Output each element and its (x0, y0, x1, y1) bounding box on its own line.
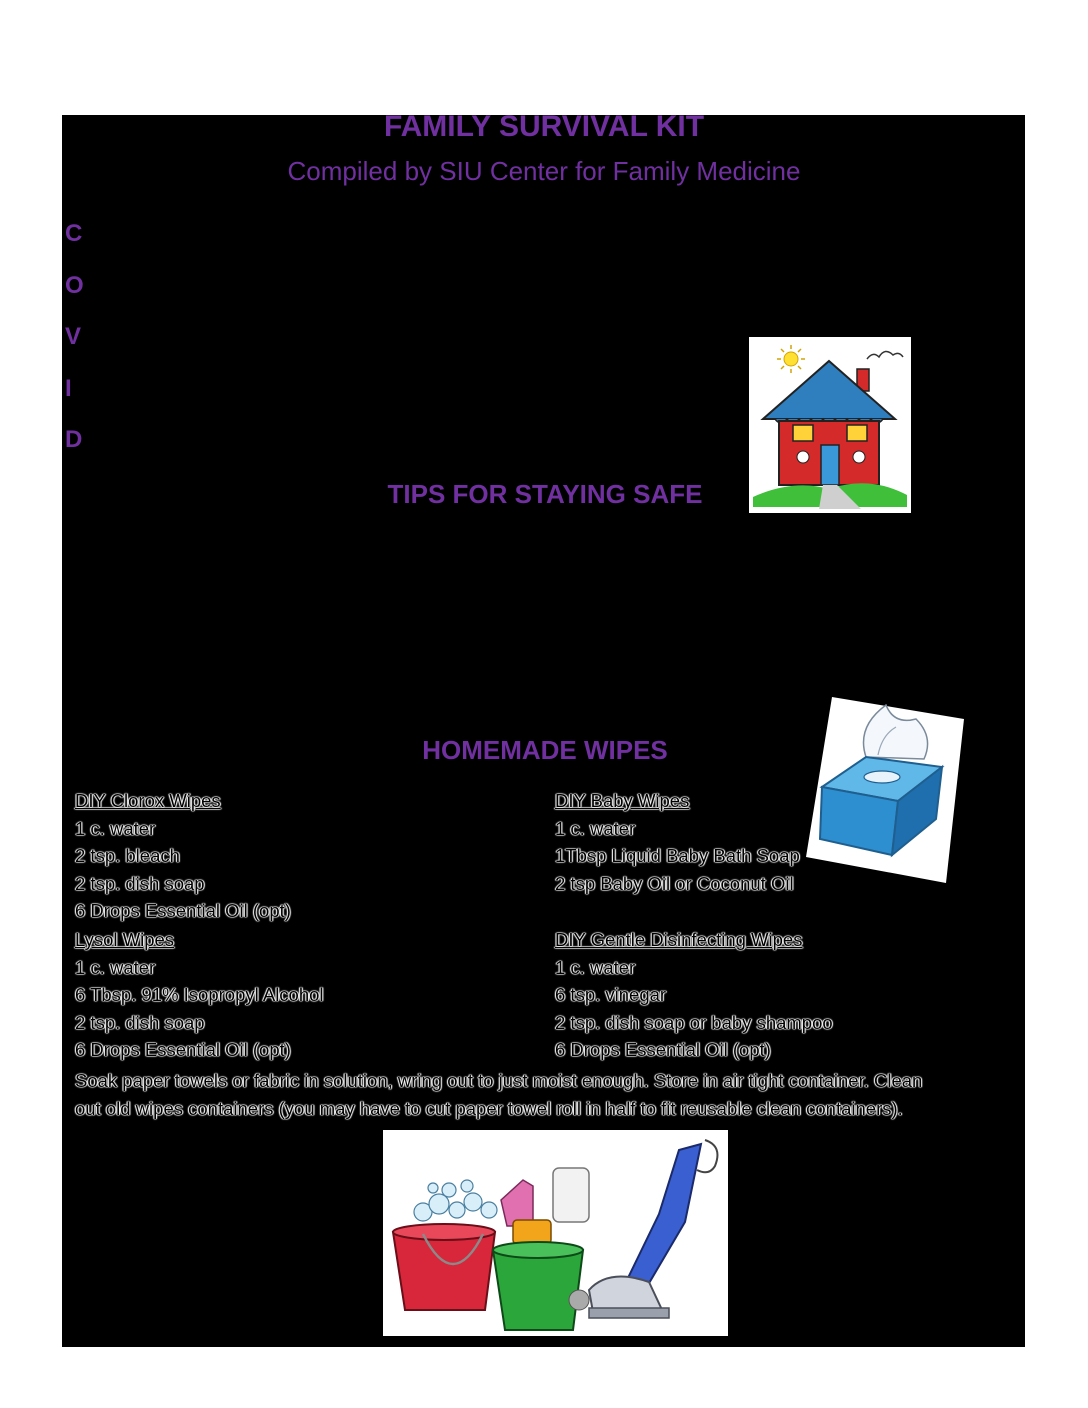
recipe-line: 1Tbsp Liquid Baby Bath Soap (555, 845, 800, 866)
instructions-line-2: out old wipes containers (you may have to cut paper towel roll in half to fit reusable clean containers). (75, 1098, 903, 1119)
recipe-line: 2 tsp. dish soap or baby shampoo (555, 1012, 833, 1033)
covid-letter-c: C (65, 220, 83, 247)
recipe-title-gentle: DIY Gentle Disinfecting Wipes (555, 929, 803, 950)
tips-heading: TIPS FOR STAYING SAFE (387, 479, 703, 509)
covid-letter-o: O (65, 272, 84, 299)
wipes-heading: HOMEMADE WIPES (422, 735, 668, 765)
instructions-paragraph (75, 1067, 1005, 1123)
recipe-line: 2 tsp. bleach (75, 845, 180, 866)
covid-letter-d: D (65, 426, 83, 453)
recipe-line: 6 Drops Essential Oil (opt) (75, 1039, 291, 1060)
recipe-line: 1 c. water (555, 957, 636, 978)
recipe-line: 2 tsp. dish soap (75, 1012, 205, 1033)
recipe-line: 1 c. water (75, 957, 156, 978)
recipe-line: 6 Tbsp. 91% Isopropyl Alcohol (75, 984, 324, 1005)
instructions-line-1: Soak paper towels or fabric in solution, wring out to just moist enough. Store in air tight container. Clean (75, 1070, 923, 1091)
house-clipart (749, 337, 911, 513)
tissue-box-clipart (806, 697, 964, 883)
recipe-line: 6 tsp. vinegar (555, 984, 667, 1005)
recipe-line: 6 Drops Essential Oil (opt) (555, 1039, 771, 1060)
page-subtitle: Compiled by SIU Center for Family Medicine (287, 156, 801, 186)
covid-letter-v: V (65, 323, 82, 350)
page-title: FAMILY SURVIVAL KIT (383, 110, 705, 143)
covid-letter-i: I (65, 375, 72, 402)
recipe-line: 2 tsp. dish soap (75, 873, 205, 894)
recipe-title-lysol: Lysol Wipes (75, 929, 175, 950)
recipe-line: 1 c. water (555, 818, 636, 839)
recipe-line: 2 tsp Baby Oil or Coconut Oil (555, 873, 794, 894)
recipe-title-clorox: DIY Clorox Wipes (75, 790, 221, 811)
recipe-line: 6 Drops Essential Oil (opt) (75, 900, 291, 921)
recipe-line: 1 c. water (75, 818, 156, 839)
recipe-title-baby: DIY Baby Wipes (555, 790, 690, 811)
cleaning-supplies-clipart (383, 1130, 728, 1336)
